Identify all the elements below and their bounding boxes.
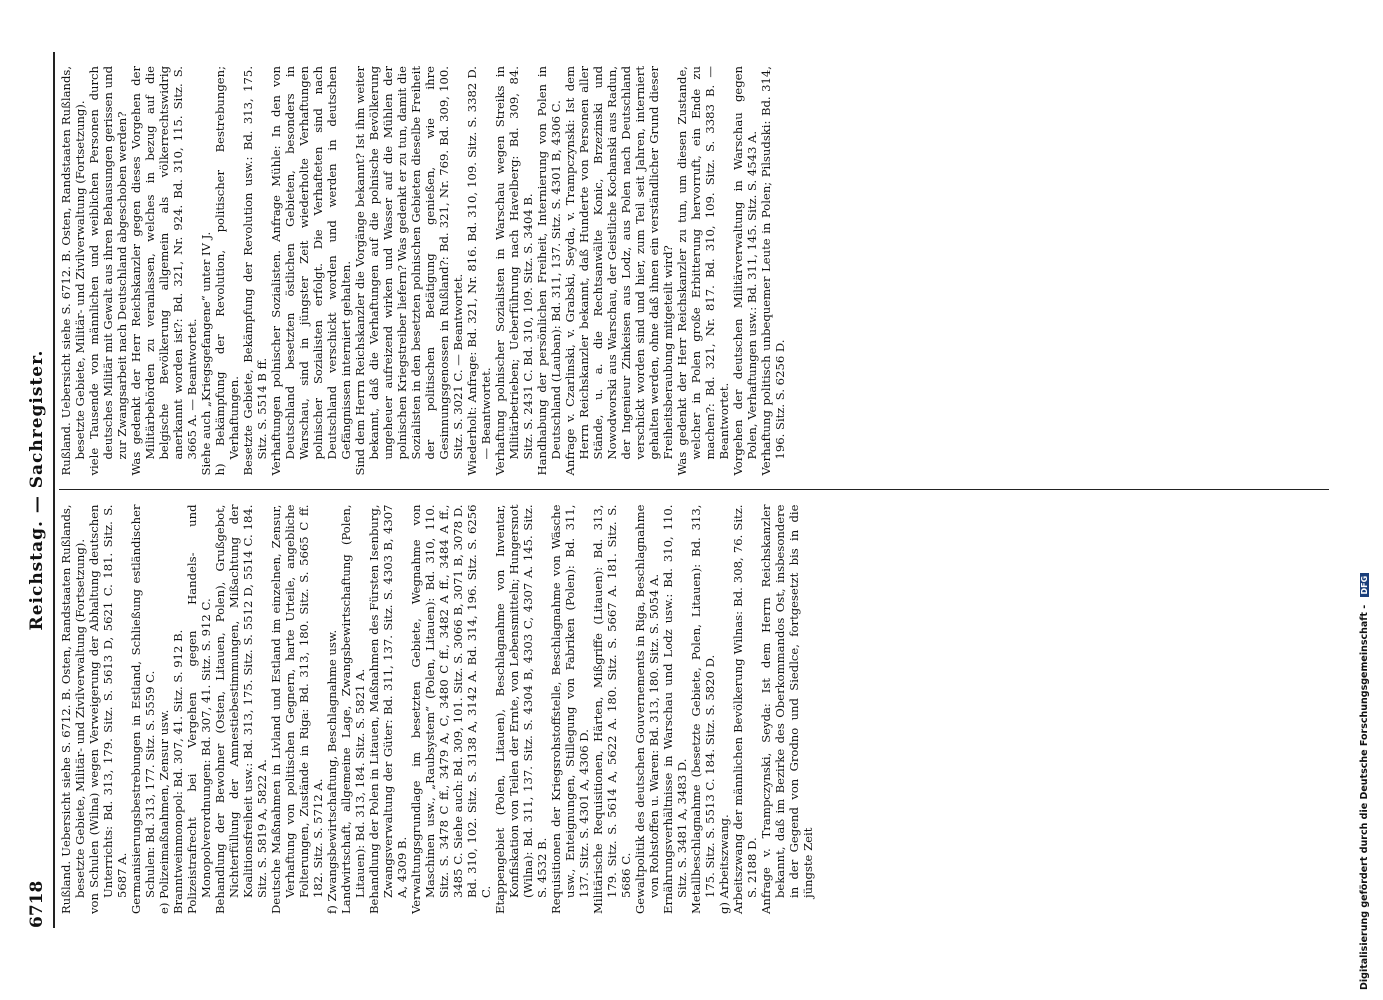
index-entry: h) Bekämpfung der Revolution, politischer Bestrebungen; Verhaftungen.: [213, 66, 241, 476]
index-entry: Polizeistrafrecht bei Vergehen gegen Handels- und Monopolverordnungen: Bd. 307, 41. Sitz. S. 912 C.: [185, 504, 213, 914]
index-entry: Wiederholt: Anfrage: Bd. 321, Nr. 816. Bd. 310, 109. Sitz. S. 3382 D. — Beantwortet.: [465, 66, 493, 476]
two-column-body: [59, 52, 1329, 928]
column-divider: [59, 490, 1329, 491]
index-entry: Behandlung der Polen in Litauen, Maßnahmen des Fürsten Isenburg, Zwangsverwaltung der Güter: Bd. 311, 137. Sitz. S. 4303 B, 4307 A, 4309 B.: [367, 504, 409, 914]
header-rule: [53, 52, 55, 928]
index-entry: Verhaftung politisch unbequemer Leute in Polen; Pilsudski: Bd. 314, 196. Sitz. S. 6256 D.: [759, 66, 787, 476]
index-entry: Deutsche Maßnahmen in Livland und Estland im einzelnen, Zensur, Verhaftung von politischen Gegnern, harte Urteile, angebliche Folterungen, Zustände in Riga: Bd. 313, 180. Sitz. S. 5665 C ff. 182. Sitz. S. 5712 A.: [269, 504, 325, 914]
index-entry: Siehe auch „Kriegsgefangene“ unter IV J.: [199, 231, 213, 476]
index-entry: f) Zwangsbewirtschaftung, Beschlagnahme usw.: [325, 629, 339, 914]
index-entry: e) Polizeimaßnahmen, Zensur usw.: [157, 709, 171, 914]
index-entry: Anfrage v. Czarlinski, v. Grabski, Seyda, v. Trampczynski: Ist dem Herrn Reichskanzler bekannt, daß Hunderte von Personen aller Stände, u. a. die Rechtsanwälte Konic, Brzezinski und Nowodworski aus Warschau, der Geistliche Kochanski aus Radun, der Ingenieur Zinkeisen aus Lodz, aus Polen nach Deutschland verschickt worden sind und hier, zum Teil seit Jahren, interniert gehalten werden, ohne daß ihnen ein verständlicher Grund dieser Freiheitsberaubung mitgeteilt wird?: [563, 66, 675, 476]
left-column: [59, 491, 1329, 929]
index-entry: Ernährungsverhältnisse in Warschau und Lodz usw.: Bd. 310, 110. Sitz. S. 3481 A, 3483 D.: [661, 504, 689, 914]
index-entry: Besetzte Gebiete, Bekämpfung der Revolution usw.: Bd. 313, 175. Sitz. S. 5514 B ff.: [241, 66, 269, 476]
index-entry: Verwaltungsgrundlage im besetzten Gebiete, Wegnahme von Maschinen usw., „Raubsystem“ (Polen, Litauen): Bd. 310, 110. Sitz. S. 3478 C ff., 3479 A, C, 3480 C ff., 3482 A ff., 3484 A ff., 3485 C. Siehe auch: Bd. 309, 101. Sitz. S. 3066 B, 3071 B, 3078 D. Bd. 310, 102. Sitz. S. 3138 A, 3142 A. Bd. 314, 196. Sitz. S. 6256 C.: [409, 504, 493, 914]
index-entry: Anfrage v. Trampczynski, Seyda: Ist dem Herrn Reichskanzler bekannt, daß im Bezirke des Oberkommandos Ost, insbesondere in der Gegend von Grodno und Siedlce, fortgesetzt bis in die jüngste Zeit: [759, 504, 815, 914]
index-entry: Handhabung der persönlichen Freiheit, Internierung von Polen in Deutschland (Lauban): Bd. 311, 137. Sitz. S. 4301 B, 4306 C.: [535, 66, 563, 476]
dfg-logo: DFG: [1360, 573, 1369, 598]
index-entry: g) Arbeitszwang.: [717, 814, 731, 914]
index-entry: viele Tausende von männlichen und weiblichen Personen durch deutsches Militär mit Gewalt aus ihren Behausungen gerissen und zur Zwangsarbeit nach Deutschland abgeschoben werden?: [87, 66, 129, 476]
index-entry: Rußland. Uebersicht siehe S. 6712. B. Osten, Randstaaten Rußlands, besetzte Gebiete, Militär- und Zivilverwaltung (Fortsetzung).: [59, 504, 87, 914]
index-entry: Militärische Requisitionen, Härten, Mißgriffe (Litauen): Bd. 313, 179. Sitz. S. 5614 A, 5622 A. 180. Sitz. S. 5667 A. 181. Sitz. S. 5686 C.: [591, 504, 633, 914]
index-entry: Requisitionen der Kriegsrohstoffstelle, Beschlagnahme von Wäsche usw., Enteignungen, Stillegung von Fabriken (Polen): Bd. 311, 137. Sitz. S. 4301 A, 4306 D.: [549, 504, 591, 914]
index-entry: Germanisierungsbestrebungen in Estland, Schließung estländischer Schulen: Bd. 313, 177. Sitz. S. 5559 C.: [129, 504, 157, 914]
index-entry: Verhaftung polnischer Sozialisten in Warschau wegen Streiks in Militärbetrieben; Ueberführung nach Havelberg: Bd. 309, 84. Sitz. S. 2431 C. Bd. 310, 109. Sitz. S. 3404 B.: [493, 66, 535, 476]
index-entry: von Schulen (Wilna) wegen Verweigerung der Abhaltung deutschen Unterrichts: Bd. 313, 179. Sitz. S. 5613 D, 5621 C. 181. Sitz. S. 5687 A.: [87, 504, 129, 914]
index-entry: Vorgehen der deutschen Militärverwaltung in Warschau gegen Polen, Verhaftungen usw.: Bd. 311, 145. Sitz. S. 4543 A.: [731, 66, 759, 476]
digitization-credit: [1356, 10, 1376, 990]
running-head: Reichstag. — Sachregister.: [27, 349, 47, 631]
page-header: [23, 52, 53, 928]
index-entry: Sind dem Herrn Reichskanzler die Vorgänge bekannt? Ist ihm weiter bekannt, daß die Verhaftungen auf die polnische Bevölkerung ungeheuer aufreizend wirken und Wasser auf die Mühlen der polnischen Kriegstreiber liefern? Was gedenkt er zu tun, damit die Sozialisten in den besetzten polnischen Gebieten dieselbe Freiheit der politischen Betätigung genießen, wie ihre Gesinnungsgenossen in Rußland?: Bd. 321, Nr. 769. Bd. 309, 100. Sitz. S. 3021 C. — Beantwortet.: [353, 66, 465, 476]
page-number: 6718: [27, 880, 47, 928]
index-entry: Was gedenkt der Herr Reichskanzler zu tun, um diesen Zustande, welcher in Polen große Erbitterung hervorruft, ein Ende zu machen?: Bd. 321, Nr. 817. Bd. 310, 109. Sitz. S. 3383 B. — Beantwortet.: [675, 66, 731, 476]
index-entry: Arbeitszwang der männlichen Bevölkerung Wilnas: Bd. 308, 76. Sitz. S. 2188 D.: [731, 504, 759, 914]
index-entry: Was gedenkt der Herr Reichskanzler gegen dieses Vorgehen der Militärbehörden zu veranlassen, welches in bezug auf die belgische Bevölkerung allgemein als völkerrechtswidrig anerkannt worden ist?: Bd. 321, Nr. 924. Bd. 310, 115. Sitz. S. 3665 A. — Beantwortet.: [129, 66, 199, 476]
index-entry: Behandlung der Bewohner (Osten, Litauen, Polen), Grußgebot, Nichterfüllung der Amnestiebestimmungen, Mißachtung der Koalitionsfreiheit usw.: Bd. 313, 175. Sitz. S. 5512 D, 5514 C. 184. Sitz. S. 5819 A, 5822 A.: [213, 504, 269, 914]
index-entry: Etappengebiet (Polen, Litauen), Beschlagnahme von Inventar, Konfiskation von Teilen der Ernte, von Lebensmitteln; Hungersnot (Wilna): Bd. 311, 137. Sitz. S. 4304 B, 4303 C, 4307 A. 145. Sitz. S. 4532 B.: [493, 504, 549, 914]
book-page: [15, 20, 1355, 960]
index-entry: Rußland. Uebersicht siehe S. 6712. B. Osten, Randstaaten Rußlands, besetzte Gebiete, Militär- und Zivilverwaltung (Fortsetzung).: [59, 66, 87, 476]
index-entry: Verhaftungen polnischer Sozialisten. Anfrage Mühle: In den von Deutschland besetzten östlichen Gebieten, besonders in Warschau, sind in jüngster Zeit wiederholte Verhaftungen polnischer Sozialisten erfolgt. Die Verhafteten sind nach Deutschland verschickt worden und werden in deutschen Gefängnissen interniert gehalten.: [269, 66, 353, 476]
index-entry: Branntweinmonopol: Bd. 307, 41. Sitz. S. 912 B.: [171, 629, 185, 914]
index-entry: Landwirtschaft, allgemeine Lage, Zwangsbewirtschaftung (Polen, Litauen): Bd. 313, 184. Sitz. S. 5821 A.: [339, 504, 367, 914]
right-column: [59, 52, 1329, 490]
credit-text: Digitalisierung gefördert durch die Deutsche Forschungsgemeinschaft -: [1359, 604, 1370, 990]
index-entry: Metallbeschlagnahme (besetzte Gebiete, Polen, Litauen): Bd. 313, 175. Sitz. S. 5513 C. 184. Sitz. S. 5820 D.: [689, 504, 717, 914]
index-entry: Gewaltpolitik des deutschen Gouvernements in Riga, Beschlagnahme von Rohstoffen u. Waren: Bd. 313, 180. Sitz. S. 5054 A.: [633, 504, 661, 914]
